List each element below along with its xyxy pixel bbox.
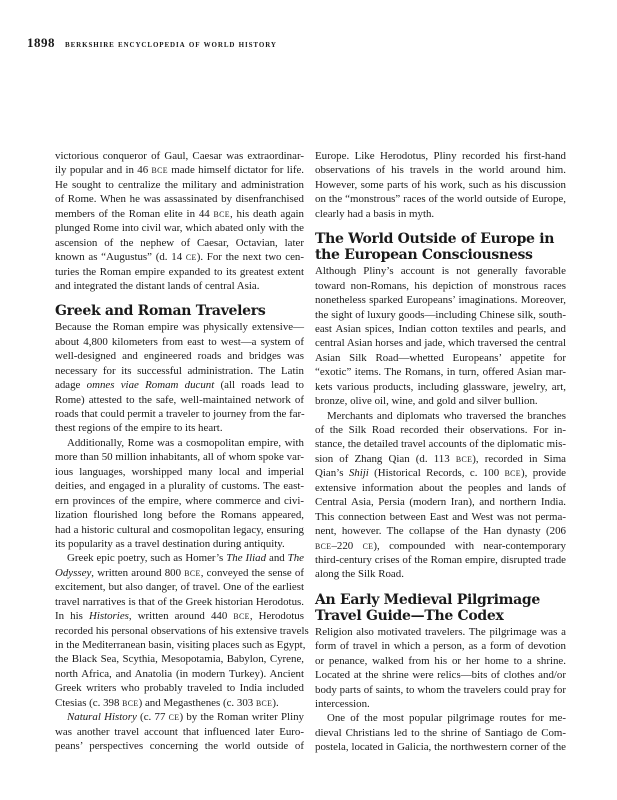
text-run: ) and Megasthenes (c. 303 [138,696,256,709]
text-line [315,437,566,451]
paragraph [55,551,309,710]
paragraph [55,149,304,293]
text-run: turies the Roman empire expanded to its greatest extent [55,265,304,278]
text-run: He sought to centralize the military and administration [55,178,304,191]
text-run: Merchants and diplomats who traversed the branches [327,409,566,422]
text-line [55,207,304,221]
text-run: , written around 440 [128,610,234,623]
text-run: , his death again [229,207,304,220]
text-run: victorious conqueror of Gaul, Caesar was extraordinar- [55,150,304,162]
text-run: ily popular and in 46 [55,164,152,177]
text-line [315,539,566,553]
text-run: third-century crises of the Roman empire, disrupted trade [315,553,566,566]
text-run: and integrated the distant lands of central Asia. [55,279,260,292]
text-line [55,149,304,163]
section-heading [55,303,304,319]
text-line [55,393,304,407]
text-line [315,423,566,437]
text-run: was another travel account that influenced later Euro- [55,725,304,738]
text-line [315,466,566,480]
era-abbreviation: BCE [122,698,139,708]
text-line [55,494,304,508]
text-line [55,349,304,363]
text-run: bronze, olive oil, wine, and gold and silver bullion. [315,395,538,408]
paragraph [315,409,566,582]
text-run: This connection between East and West was not perma- [315,510,566,523]
text-line [315,452,566,466]
text-line [315,394,566,408]
text-line [55,221,304,235]
text-run: more than 50 million inhabitants, all of whom spoke var- [55,451,304,464]
text-run: Europe. Like Herodotus, Pliny recorded his first-hand [315,150,566,162]
text-run: Greek writers who probably traveled to India included [55,682,304,695]
book-title: berkshire encyclopedia of world history [65,40,277,50]
text-line [55,652,304,666]
text-run: (c. 77 [136,711,169,724]
text-line [315,740,566,754]
text-run: extensive information about the peoples and lands of [315,481,566,494]
text-line [55,236,304,250]
right-column [315,149,566,755]
era-abbreviation: CE [362,541,374,551]
text-run: the Black Sea, Scythia, Mesopotamia, Babylon, Cyrene, [55,653,304,666]
text-run: plunged Rome into civil war, which abated only with the [55,222,304,235]
text-line [55,163,304,177]
text-run: and [266,552,288,565]
text-run: (all roads lead to [214,379,304,392]
era-abbreviation: BCE [184,568,201,578]
heading-line: Travel Guide—The Codex [315,607,504,624]
text-line [55,537,304,551]
text-line [315,654,566,668]
text-run: its popularity as a travel destination during antiquity. [55,537,285,550]
italic-text: Shiji [348,467,369,480]
italic-text: The [287,552,304,565]
text-run: clearly had a basis in myth. [315,207,435,220]
text-run: ). [272,696,279,709]
era-abbreviation: BCE [213,209,230,219]
text-line [55,364,304,378]
text-run: excitement, but also danger, of travel. One of the earliest [55,581,304,594]
text-line [315,567,566,581]
era-abbreviation: BCE [255,698,273,708]
text-line [315,711,566,725]
text-run: made himself dictator for life. [167,164,304,177]
text-line [315,207,566,221]
text-run: east Asian spices, Indian cotton textiles and pearls, and [315,322,566,335]
text-run: ), compounded with near-contemporary [373,539,566,552]
text-run: Greek epic poetry, such as Homer’s [67,552,227,565]
text-run: One of the most popular pilgrimage routes for me- [327,712,566,725]
text-line [55,479,304,493]
text-line [315,683,566,697]
left-column [55,149,309,754]
text-line [55,279,304,293]
text-run: observations of his travels in the world around him. [315,164,566,177]
heading-line: the European Consciousness [315,247,533,264]
era-abbreviation: BCE [233,612,250,622]
text-line [55,609,304,623]
heading-line: An Early Medieval Pilgrimage [315,591,541,608]
text-line [315,322,566,336]
text-run: form of travel in which a person, as a form of devotion [315,640,566,653]
text-run: known as “Augustus” (d. 14 [55,251,186,264]
text-run: ) by the Roman writer Pliny [179,711,304,724]
text-line [315,639,566,653]
text-line [55,667,304,681]
text-line [315,495,566,509]
text-line [55,250,304,264]
italic-text: The Iliad [226,552,267,565]
text-line [315,553,566,567]
text-line [315,380,566,394]
paragraph [315,625,566,712]
text-run: deities, and engaged in a plurality of customs. The east- [55,480,304,493]
text-line [315,264,566,278]
text-line [55,178,304,192]
text-line [315,625,566,639]
text-line [315,293,566,307]
text-line [315,409,566,423]
text-run: Qian’s [315,467,349,480]
paragraph [315,149,566,221]
text-run: However, some parts of his work, such as his discussion [315,178,566,191]
text-line [55,681,304,695]
era-abbreviation: BCE [504,469,521,479]
text-run: along the Silk Road. [315,568,404,581]
era-abbreviation: CE [168,713,180,723]
text-line [55,566,304,580]
text-run: in the Mediterranean basin, visiting places such as Egypt, [55,639,306,651]
text-line [315,365,566,379]
paragraph [315,264,566,408]
text-run: lization flourished long before the Romans appeared, [55,509,304,522]
text-run: ascension of the nephew of Caesar, Octavian, later [55,236,304,249]
text-run: Although Pliny’s account is not generally favorable [315,265,566,278]
text-line [55,523,304,537]
text-line [315,308,566,322]
text-line [55,595,304,609]
text-run: Asian Silk Road—whetted Europeans’ appetite for [315,351,566,364]
text-run: central Asian horses and jade, which traversed the central [315,337,566,350]
text-run: body parts of saints, to whom the travelers could pray for [315,683,566,696]
text-line [315,524,566,538]
text-line [55,320,304,334]
text-line [55,739,304,753]
text-line [55,580,304,594]
text-run: Additionally, Rome was a cosmopolitan empire, with [67,436,304,449]
text-run: stance, the detailed travel accounts of the diplomatic mis- [315,438,566,451]
text-run: kets various products, including glassware, jewelry, art, [315,380,566,393]
text-run: recorded his personal observations of his extensive travels [55,624,309,637]
text-run: , conveyed the sense of [200,566,304,579]
text-line [55,265,304,279]
text-run: sion of Zhang Qian (d. 113 [315,452,456,465]
text-run: postela, located in Galicia, the northwestern corner of the [315,741,566,754]
text-line [315,163,566,177]
text-run: –220 [331,539,363,552]
text-run: ious languages, worshipped many local and imperial [55,465,304,478]
text-run: Ctesias (c. 398 [55,696,123,709]
text-line [55,725,304,739]
text-run: of the Silk Road recorded their observations. For in- [315,424,566,436]
italic-text: omnes viae Romam ducunt [86,379,215,392]
text-run: had a historic cultural and cosmopolitan legacy, ensuring [55,523,304,536]
text-run: , written around 800 [91,566,185,579]
text-run: peans’ perspectives concerning the world outside of [55,740,304,753]
text-run: well-designed and engineered roads and bridges was [55,350,304,363]
text-run: Because the Roman empire was physically extensive— [55,321,304,334]
text-run: or penance, walked from his or her home to a shrine. [315,654,566,667]
text-line [55,436,304,450]
era-abbreviation: CE [185,253,197,263]
paragraph [55,320,304,436]
text-run: necessary for its successful administration. The Latin [55,364,304,377]
text-line [315,668,566,682]
era-abbreviation: BCE [455,454,473,464]
text-line [55,624,309,638]
text-line [55,335,304,349]
text-run: members of the Roman elite in 44 [55,207,214,220]
section-heading [315,231,566,263]
text-run: intercession. [315,698,370,710]
text-run: Rome) attested to the safe, well-maintained network of [55,393,304,406]
page-number: 1898 [27,35,55,50]
text-line [315,336,566,350]
text-run: In his [55,610,89,623]
text-run: the sight of luxury goods—including Chinese silk, south- [315,308,566,321]
text-line [55,378,304,392]
text-line [315,510,566,524]
text-line [315,192,566,206]
text-line [55,638,304,652]
text-line [315,279,566,293]
text-run: nonetheless sparked Europeans’ imaginations. Moreover, [315,294,566,307]
text-line [315,481,566,495]
text-line [55,710,304,724]
text-line [55,450,304,464]
text-run: ern provinces of the empire, where commerce and civi- [55,494,304,507]
heading-line: Greek and Roman Travelers [55,303,266,320]
text-line [55,192,304,206]
text-run: travel narratives is that of the Greek historian Herodotus. [55,595,304,608]
text-run: of Rome. When he was assassinated by disenfranchised [55,193,304,206]
era-abbreviation: BCE [315,541,332,551]
text-run: ), recorded in Sima [472,452,567,465]
text-line [315,726,566,740]
text-run: nent, however. The collapse of the Han dynasty (206 [315,525,566,538]
text-run: on the “monstrous” races of the world outside of Europe, [315,193,566,206]
text-run: dieval Christians led to the shrine of Santiago de Com- [315,726,566,739]
heading-line: The World Outside of Europe in [315,231,555,248]
text-line [55,508,304,522]
italic-text: Natural History [67,711,137,724]
text-run: north Africa, and Anatolia (in modern Turkey). Ancient [55,667,304,680]
text-run: toward non-Romans, his depiction of monstrous races [315,279,566,292]
text-run: ), provide [521,467,566,480]
text-line [315,351,566,365]
paragraph [55,436,304,552]
italic-text: Histories [88,610,129,623]
text-run: , Herodotus [249,610,304,623]
paragraph [315,711,566,754]
paragraph [55,710,304,753]
era-abbreviation: BCE [151,166,168,176]
text-line [315,697,566,711]
text-run: (Historical Records, c. 100 [368,467,505,480]
section-heading [315,592,566,624]
text-run: roads that could permit a traveler to journey from the far- [55,408,305,420]
text-run: about 4,800 kilometers from east to west—a system of [55,335,304,348]
text-run: ). For the next two cen- [196,251,304,264]
text-run: adage [55,379,87,392]
text-run: Central Asia, Persia (modern Iran), and northern India. [315,496,566,509]
running-head [27,34,277,52]
text-run: “exotic” items. The Romans, in turn, offered Asian mar- [315,366,566,379]
text-line [55,421,304,435]
text-line [315,178,566,192]
text-line [315,149,566,163]
text-line [55,551,304,565]
italic-text: Odyssey [55,566,92,579]
text-run: Religion also motivated travelers. The pilgrimage was a [315,625,566,638]
text-line [55,696,304,710]
text-run: thest regions of the empire to its heart. [55,422,223,435]
text-line [55,407,304,421]
text-line [55,465,304,479]
text-run: Located at the shrine were relics—bits of clothes and/or [315,669,566,682]
